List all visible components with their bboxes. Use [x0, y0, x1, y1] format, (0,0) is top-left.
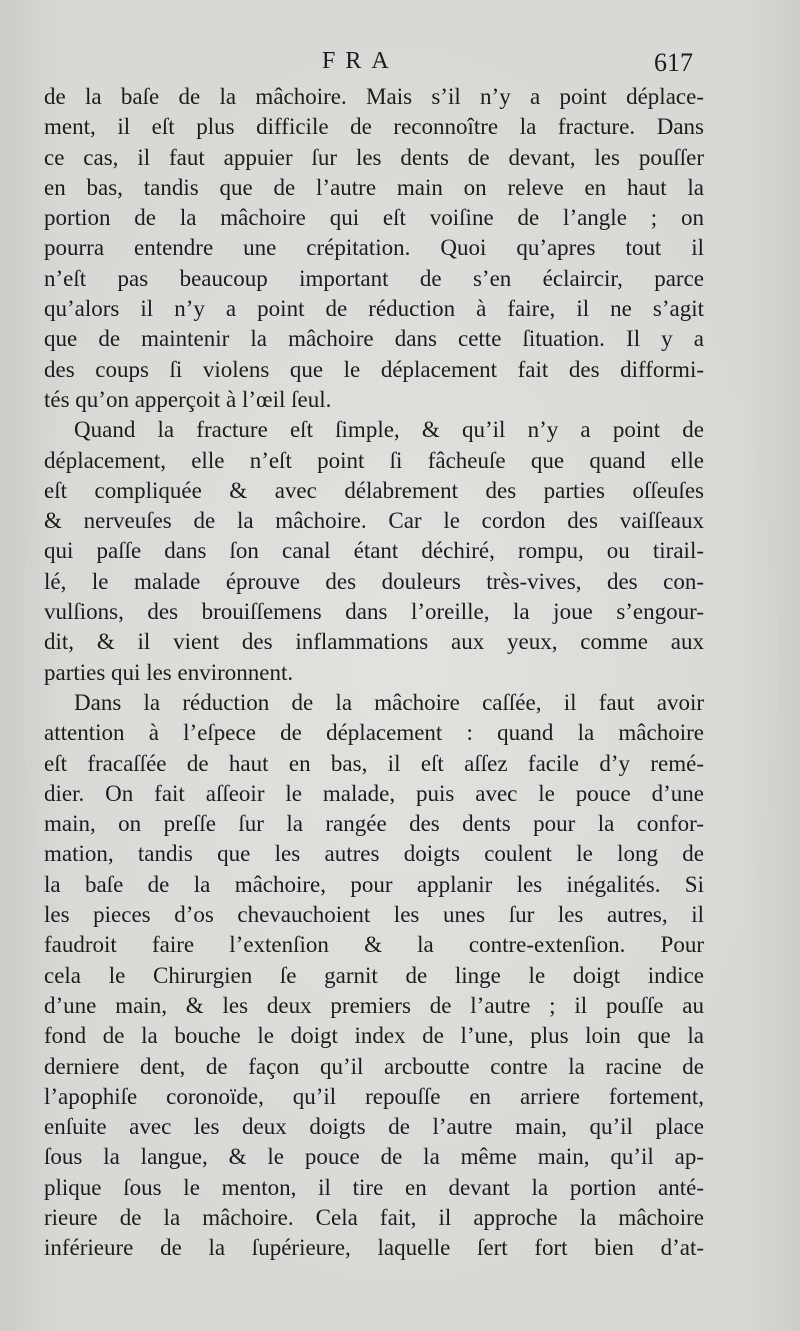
text-line: pourra entendre une crépitation. Quoi qu’apres tout il	[44, 235, 704, 261]
page-number: 617	[654, 48, 693, 77]
text-line: de la baſe de la mâchoire. Mais s’il n’y a point déplace-	[44, 84, 704, 109]
text-line: déplacement, elle n’eſt point ſi fâcheuſe que quand elle	[44, 447, 704, 473]
text-line: lé, le malade éprouve des douleurs très-vives, des con-	[44, 568, 704, 594]
text-line: & nerveuſes de la mâchoire. Car le cordon des vaiſſeaux	[44, 508, 704, 534]
text-line: l’apophiſe coronoïde, qu’il repouſſe en arriere fortement,	[44, 1083, 704, 1109]
text-line: ce cas, il faut appuier ſur les dents de devant, les pouſſer	[44, 144, 704, 170]
text-line: enſuite avec les deux doigts de l’autre main, qu’il place	[44, 1114, 704, 1140]
text-line: tés qu’on apperçoit à l’œil ſeul.	[44, 386, 332, 412]
text-line: dit, & il vient des inflammations aux yeux, comme aux	[44, 629, 704, 655]
text-line: ſous la langue, & le pouce de la même main, qu’il ap-	[44, 1144, 704, 1170]
paragraph-start-line: Quand la fracture eſt ſimple, & qu’il n’y a point de	[74, 417, 704, 443]
text-line: que de maintenir la mâchoire dans cette ſituation. Il y a	[44, 326, 704, 352]
text-line: en bas, tandis que de l’autre main on releve en haut la	[44, 174, 704, 200]
running-head	[0, 48, 800, 82]
body-text	[44, 82, 704, 1264]
text-line: plique ſous le menton, il tire en devant la portion anté-	[44, 1174, 704, 1200]
text-line: inférieure de la ſupérieure, laquelle ſert fort bien d’at-	[44, 1235, 704, 1261]
text-line: rieure de la mâchoire. Cela fait, il approche la mâchoire	[44, 1204, 704, 1230]
text-line: attention à l’eſpece de déplacement : quand la mâchoire	[44, 720, 704, 746]
text-line: des coups ſi violens que le déplacement fait des difformi-	[44, 356, 704, 382]
text-line: portion de la mâchoire qui eſt voiſine de l’angle ; on	[44, 205, 704, 231]
text-line: eſt fracaſſée de haut en bas, il eſt aſſez facile d’y remé-	[44, 750, 704, 776]
text-line: parties qui les environnent.	[44, 659, 294, 685]
text-line: eſt compliquée & avec délabrement des parties oſſeuſes	[44, 477, 704, 503]
text-line: qu’alors il n’y a point de réduction à faire, il ne s’agit	[44, 296, 704, 322]
text-line: derniere dent, de façon qu’il arcboutte contre la racine de	[44, 1053, 704, 1079]
running-title: FRA	[322, 48, 399, 74]
text-line: qui paſſe dans ſon canal étant déchiré, rompu, ou tirail-	[44, 538, 704, 564]
text-line: mation, tandis que les autres doigts coulent le long de	[44, 841, 704, 867]
text-line: main, on preſſe ſur la rangée des dents pour la confor-	[44, 811, 704, 837]
text-line: vulſions, des brouiſſemens dans l’oreille, la joue s’engour-	[44, 599, 704, 625]
text-line: les pieces d’os chevauchoient les unes ſur les autres, il	[44, 902, 704, 928]
text-line: ment, il eſt plus difficile de reconnoître la fracture. Dans	[44, 114, 704, 140]
text-line: la baſe de la mâchoire, pour applanir les inégalités. Si	[44, 871, 704, 897]
text-line: cela le Chirurgien ſe garnit de linge le doigt indice	[44, 962, 704, 988]
text-line: fond de la bouche le doigt index de l’une, plus loin que la	[44, 1023, 704, 1049]
text-line: d’une main, & les deux premiers de l’autre ; il pouſſe au	[44, 992, 704, 1018]
paragraph-start-line: Dans la réduction de la mâchoire caſſée, il faut avoir	[74, 689, 704, 715]
text-line: dier. On fait aſſeoir le malade, puis avec le pouce d’une	[44, 780, 704, 806]
text-line: n’eſt pas beaucoup important de s’en éclaircir, parce	[44, 265, 704, 291]
text-line: faudroit faire l’extenſion & la contre-extenſion. Pour	[44, 932, 704, 958]
